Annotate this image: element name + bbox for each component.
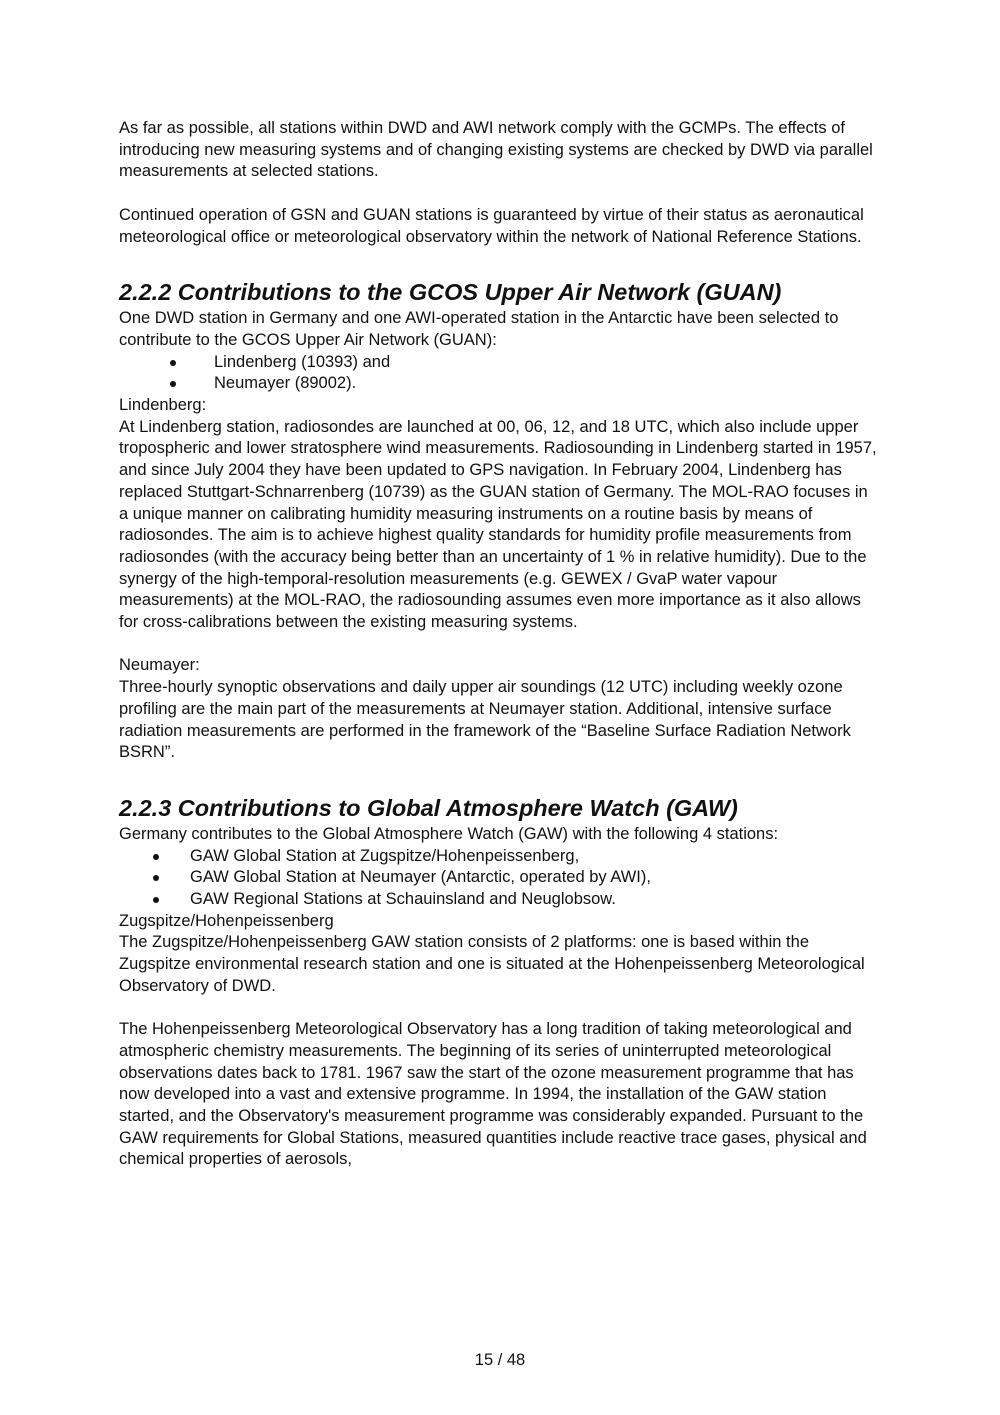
paragraph-gcmp-compliance: As far as possible, all stations within DWD and AWI network comply with the GCMPs. The effects of introducing new measuring systems and of changing existing systems are checked by DWD via parallel measurements at selected stations. bbox=[119, 119, 873, 181]
list-item: GAW Regional Stations at Schauinsland and Neuglobsow. bbox=[119, 889, 881, 911]
paragraph-lindenberg: At Lindenberg station, radiosondes are launched at 00, 06, 12, and 18 UTC, which also include upper tropospheric and lower stratosphere wind measurements. Radiosounding in Lindenberg started in 1957, and since July 2004 they have been updated to GPS navigation. In February 2004, Lindenberg has replaced Stuttgart-Schnarrenberg (10739) as the GUAN station of Germany. The MOL-RAO focuses in a unique manner on calibrating humidity measuring instruments on a routine basis by means of radiosondes. The aim is to achieve highest quality standards for humidity profile measurements from radiosondes (with the accuracy being better than an uncertainty of 1 % in relative humidity). Due to the synergy of the high-temporal-resolution measurements (e.g. GEWEX / GvaP water vapour measurements) at the MOL-RAO, the radiosounding assumes even more importance as it also allows for cross-calibrations between the existing measuring systems. bbox=[119, 417, 877, 632]
bullet-icon bbox=[153, 897, 159, 903]
list-item: GAW Global Station at Zugspitze/Hohenpeissenberg, bbox=[119, 846, 881, 868]
list-item: Lindenberg (10393) and bbox=[119, 352, 881, 374]
heading-guan: 2.2.2 Contributions to the GCOS Upper Air Network (GUAN) bbox=[119, 279, 782, 306]
paragraph-zugspitze: The Zugspitze/Hohenpeissenberg GAW station consists of 2 platforms: one is based within the Zugspitze environmental research station and one is situated at the Hohenpeissenberg Meteorological Observatory of DWD. bbox=[119, 933, 865, 995]
label-zugspitze: Zugspitze/Hohenpeissenberg bbox=[119, 911, 334, 930]
bullet-icon bbox=[153, 854, 159, 860]
bullet-icon bbox=[170, 381, 176, 387]
paragraph-hohenpeissenberg: The Hohenpeissenberg Meteorological Observatory has a long tradition of taking meteorological and atmospheric chemistry measurements. The beginning of its series of uninterrupted meteorological observations dates back to 1781. 1967 saw the start of the ozone measurement programme that has now developed into a vast and extensive programme. In 1994, the installation of the GAW station started, and the Observatory's measurement programme was considerably expanded. Pursuant to the GAW requirements for Global Stations, measured quantities include reactive trace gases, physical and chemical properties of aerosols, bbox=[119, 1020, 867, 1169]
bullet-icon bbox=[153, 875, 159, 881]
paragraph-gaw-intro: Germany contributes to the Global Atmosphere Watch (GAW) with the following 4 stations: bbox=[119, 824, 779, 843]
paragraph-guan-intro: One DWD station in Germany and one AWI-operated station in the Antarctic have been selected to contribute to the GCOS Upper Air Network (GUAN): bbox=[119, 309, 839, 349]
page-number: 15 / 48 bbox=[474, 1351, 526, 1369]
document-page bbox=[119, 118, 881, 1171]
heading-gaw: 2.2.3 Contributions to Global Atmosphere Watch (GAW) bbox=[119, 794, 738, 821]
bullet-icon bbox=[170, 360, 176, 366]
list-item: Neumayer (89002). bbox=[119, 373, 881, 395]
paragraph-continued-operation: Continued operation of GSN and GUAN stations is guaranteed by virtue of their status as aeronautical meteorological office or meteorological observatory within the network of National Reference Stations. bbox=[119, 205, 864, 246]
label-lindenberg: Lindenberg: bbox=[119, 396, 207, 415]
paragraph-neumayer: Three-hourly synoptic observations and daily upper air soundings (12 UTC) including weekly ozone profiling are the main part of the measurements at Neumayer station. Additional, intensive surface radiation measurements are performed in the framework of the “Baseline Surface Radiation Network BSRN”. bbox=[119, 678, 851, 762]
gaw-station-list bbox=[119, 846, 881, 911]
label-neumayer: Neumayer: bbox=[119, 656, 200, 675]
list-item: GAW Global Station at Neumayer (Antarctic, operated by AWI), bbox=[119, 867, 881, 889]
guan-station-list bbox=[119, 352, 881, 395]
